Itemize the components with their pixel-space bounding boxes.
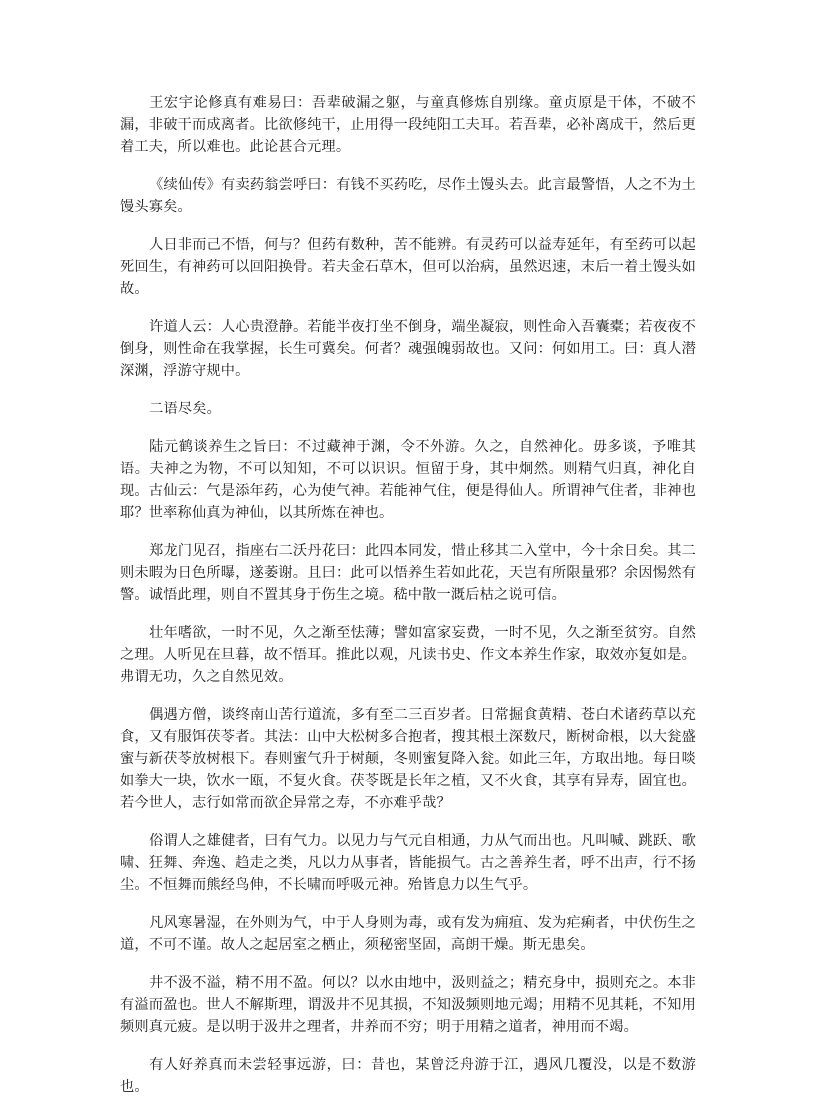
- document-page: [120, 92, 696, 1114]
- paragraph-2: 《续仙传》有卖药翁尝呼曰：有钱不买药吃，尽作土馒头去。此言最警悟，人之不为土馒头寡矣。: [120, 177, 696, 215]
- paragraph-3: 人日非而己不悟，何与？但药有数种，苦不能辨。有灵药可以益寿延年，有至药可以起死回生，有神药可以回阳换骨。若夫金石草木，但可以治病，虽然迟速，末后一着土馒头如故。: [120, 237, 696, 297]
- paragraph-10: 俗谓人之雄健者，曰有气力。以见力与气元自相通，力从气而出也。凡叫喊、跳跃、歌啸、狂舞、奔逸、趋走之类，凡以力从事者，皆能损气。古之善养生者，呼不出声，行不扬尘。不恒舞而熊经鸟伸，不长啸而呼吸元神。殆皆息力以生气乎。: [120, 833, 696, 893]
- paragraph-5: 二语尽矣。: [149, 401, 222, 417]
- paragraph-8: 壮年嗜欲，一时不见，久之渐至怯薄；譬如富家妄费，一时不见，久之渐至贫穷。自然之理。人听见在旦暮，故不悟耳。推此以观，凡读书史、作文本养生作家，取效亦复如是。弗谓无功，久之自然见效。: [120, 625, 696, 685]
- paragraph-6: 陆元鹤谈养生之旨曰：不过藏神于渊，令不外游。久之，自然神化。毋多谈，予唯其语。夫神之为物，不可以知知，不可以识识。恒留于身，其中炯然。则精气归真，神化自现。古仙云：气是添年药，心为使气神。若能神气住，便是得仙人。所谓神气住者，非神也耶？世率称仙真为神仙，以其所炼在神也。: [120, 439, 696, 521]
- paragraph-1: 王宏宇论修真有难易曰：吾辈破漏之躯，与童真修炼自别缘。童贞原是干体，不破不漏，非破干而成离者。比欲修纯干，止用得一段纯阳工夫耳。若吾辈，必补离成干，然后更着工夫，所以难也。此论甚合元理。: [120, 95, 696, 155]
- paragraph-12: 井不汲不溢，精不用不盈。何以？以水由地中，汲则益之；精充身中，损则充之。本非有溢而盈也。世人不解斯理，谓汲井不见其损，不知汲频则地元竭；用精不见其耗，不知用频则真元疲。是以明于汲井之理者，井养而不穷；明于用精之道者，神用而不竭。: [120, 975, 696, 1035]
- paragraph-13: 有人好养真而未尝轻事远游，曰：昔也，某曾泛舟游于江，遇风几覆没，以是不数游也。: [120, 1057, 696, 1095]
- paragraph-4: 许道人云：人心贵澄静。若能半夜打坐不倒身，端坐凝寂，则性命入吾囊橐；若夜夜不倒身，则性命在我掌握，长生可冀矣。何者？魂强魄弱故也。又问：何如用工。曰：真人潜深渊，浮游守规中。: [120, 319, 696, 379]
- paragraph-11: 凡风寒暑湿，在外则为气，中于人身则为毒，或有发为痈疽、发为疟痢者，中伏伤生之道，不可不谨。故人之起居室之栖止，须秘密坚固，高朗干燥。斯无患矣。: [120, 915, 696, 953]
- paragraph-9: 偶遇方僧，谈终南山苦行道流，多有至二三百岁者。日常掘食黄精、苍白术诸药草以充食，又有服饵茯苓者。其法：山中大松树多合抱者，搜其根土深数尺，断树命根，以大瓮盛蜜与新茯苓放树根下。春则蜜气升于树颠，冬则蜜复降入瓮。如此三年，方取出地。每日啖如拳大一块，饮水一瓯，不复火食。茯苓既是长年之植，又不火食，其享有异寿，固宜也。若今世人，志行如常而欲企异常之寿，不亦难乎哉？: [120, 707, 696, 811]
- paragraph-7: 郑龙门见召，指座右二沃丹花曰：此四本同发，惜止移其二入堂中，今十余日矣。其二则未暇为日色所曝，遂萎谢。且曰：此可以悟养生若如此花，天岂有所限量邪？余因惕然有警。诚悟此理，则自不置其身于伤生之境。嵇中散一溉后枯之说可信。: [120, 543, 696, 603]
